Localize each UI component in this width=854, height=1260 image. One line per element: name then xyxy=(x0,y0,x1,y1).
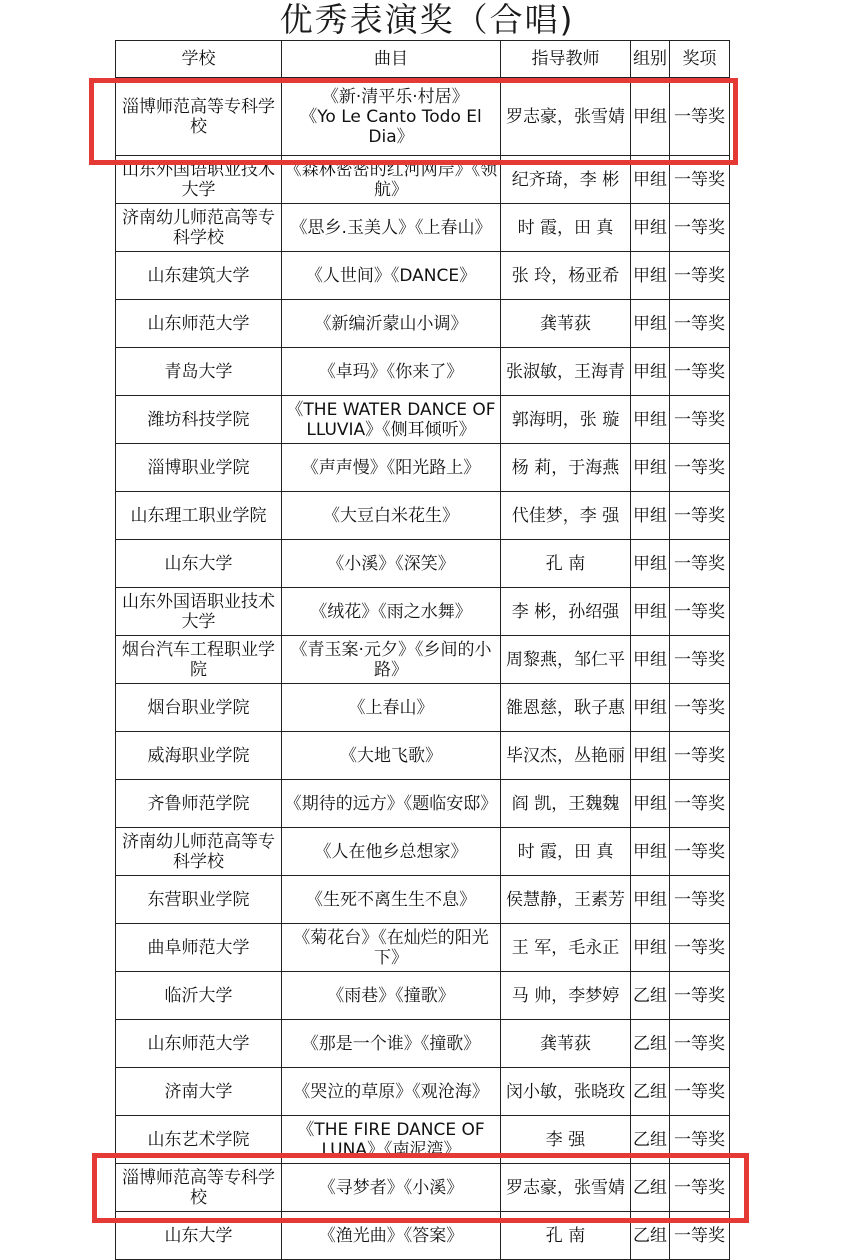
school-cell: 山东大学 xyxy=(116,1212,282,1260)
header-teacher: 指导教师 xyxy=(501,41,631,78)
song-cell: 《渔光曲》《答案》 xyxy=(282,1212,501,1260)
group-cell: 甲组 xyxy=(631,300,670,348)
song-cell: 《THE FIRE DANCE OF LUNA》《南泥湾》 xyxy=(282,1116,501,1164)
teacher-cell: 龚苇荻 xyxy=(501,1020,631,1068)
song-cell: 《大豆白米花生》 xyxy=(282,492,501,540)
school-cell: 山东艺术学院 xyxy=(116,1116,282,1164)
table-row xyxy=(116,252,730,300)
table-row xyxy=(116,732,730,780)
song-cell: 《哭泣的草原》《观沧海》 xyxy=(282,1068,501,1116)
table-row xyxy=(116,1116,730,1164)
group-cell: 甲组 xyxy=(631,924,670,972)
table-row xyxy=(116,1164,730,1212)
school-cell: 曲阜师范大学 xyxy=(116,924,282,972)
award-cell: 一等奖 xyxy=(670,396,730,444)
teacher-cell: 李 强 xyxy=(501,1116,631,1164)
group-cell: 甲组 xyxy=(631,876,670,924)
teacher-cell: 王 军，毛永正 xyxy=(501,924,631,972)
song-cell: 《思乡.玉美人》《上春山》 xyxy=(282,204,501,252)
group-cell: 甲组 xyxy=(631,828,670,876)
school-cell: 山东外国语职业技术大学 xyxy=(116,588,282,636)
header-song: 曲目 xyxy=(282,41,501,78)
table-row xyxy=(116,396,730,444)
group-cell: 甲组 xyxy=(631,348,670,396)
teacher-cell: 罗志豪，张雪婧 xyxy=(501,1164,631,1212)
song-cell: 《小溪》《深笑》 xyxy=(282,540,501,588)
school-cell: 山东理工职业学院 xyxy=(116,492,282,540)
song-cell: 《THE WATER DANCE OF LLUVIA》《侧耳倾听》 xyxy=(282,396,501,444)
teacher-cell: 郭海明，张 璇 xyxy=(501,396,631,444)
page-title: 优秀表演奖（合唱) xyxy=(279,0,575,39)
song-cell: 《人在他乡总想家》 xyxy=(282,828,501,876)
award-cell: 一等奖 xyxy=(670,204,730,252)
teacher-cell: 毕汉杰，丛艳丽 xyxy=(501,732,631,780)
header-school: 学校 xyxy=(116,41,282,78)
group-cell: 乙组 xyxy=(631,1116,670,1164)
group-cell: 乙组 xyxy=(631,1212,670,1260)
song-cell: 《期待的远方》《题临安邸》 xyxy=(282,780,501,828)
school-cell: 山东外国语职业技术大学 xyxy=(116,156,282,204)
group-cell: 甲组 xyxy=(631,396,670,444)
group-cell: 乙组 xyxy=(631,1164,670,1212)
teacher-cell: 代佳梦，李 强 xyxy=(501,492,631,540)
table-row xyxy=(116,780,730,828)
table-row xyxy=(116,1212,730,1260)
group-cell: 乙组 xyxy=(631,1020,670,1068)
award-cell: 一等奖 xyxy=(670,540,730,588)
group-cell: 甲组 xyxy=(631,684,670,732)
teacher-cell: 雒恩慈，耿子惠 xyxy=(501,684,631,732)
table-row xyxy=(116,348,730,396)
group-cell: 甲组 xyxy=(631,444,670,492)
table-row xyxy=(116,588,730,636)
song-cell: 《新·清平乐·村居》 《Yo Le Canto Todo El Dia》 xyxy=(282,78,501,156)
award-cell: 一等奖 xyxy=(670,348,730,396)
table-row xyxy=(116,204,730,252)
song-cell: 《寻梦者》《小溪》 xyxy=(282,1164,501,1212)
table-row xyxy=(116,684,730,732)
group-cell: 甲组 xyxy=(631,732,670,780)
song-cell: 《大地飞歌》 xyxy=(282,732,501,780)
award-cell: 一等奖 xyxy=(670,300,730,348)
teacher-cell: 张 玲，杨亚希 xyxy=(501,252,631,300)
school-cell: 烟台职业学院 xyxy=(116,684,282,732)
school-cell: 山东师范大学 xyxy=(116,1020,282,1068)
award-cell: 一等奖 xyxy=(670,588,730,636)
header-award: 奖项 xyxy=(670,41,730,78)
table-row xyxy=(116,78,730,156)
table-row xyxy=(116,444,730,492)
table-row xyxy=(116,540,730,588)
award-cell: 一等奖 xyxy=(670,876,730,924)
song-cell: 《人世间》《DANCE》 xyxy=(282,252,501,300)
teacher-cell: 张淑敏，王海青 xyxy=(501,348,631,396)
award-cell: 一等奖 xyxy=(670,492,730,540)
group-cell: 甲组 xyxy=(631,780,670,828)
group-cell: 甲组 xyxy=(631,156,670,204)
school-cell: 烟台汽车工程职业学院 xyxy=(116,636,282,684)
award-cell: 一等奖 xyxy=(670,1116,730,1164)
song-cell: 《菊花台》《在灿烂的阳光下》 xyxy=(282,924,501,972)
award-cell: 一等奖 xyxy=(670,1020,730,1068)
award-cell: 一等奖 xyxy=(670,636,730,684)
song-cell: 《雨巷》《撞歌》 xyxy=(282,972,501,1020)
group-cell: 甲组 xyxy=(631,492,670,540)
header-group: 组别 xyxy=(631,41,670,78)
school-cell: 山东大学 xyxy=(116,540,282,588)
awards-table xyxy=(115,40,730,1260)
teacher-cell: 纪齐琦，李 彬 xyxy=(501,156,631,204)
award-cell: 一等奖 xyxy=(670,156,730,204)
school-cell: 淄博职业学院 xyxy=(116,444,282,492)
school-cell: 威海职业学院 xyxy=(116,732,282,780)
teacher-cell: 周黎燕，邹仁平 xyxy=(501,636,631,684)
table-row xyxy=(116,636,730,684)
teacher-cell: 龚苇荻 xyxy=(501,300,631,348)
award-cell: 一等奖 xyxy=(670,78,730,156)
school-cell: 潍坊科技学院 xyxy=(116,396,282,444)
school-cell: 济南大学 xyxy=(116,1068,282,1116)
group-cell: 乙组 xyxy=(631,972,670,1020)
award-cell: 一等奖 xyxy=(670,828,730,876)
table-row xyxy=(116,1068,730,1116)
table-row xyxy=(116,828,730,876)
group-cell: 甲组 xyxy=(631,540,670,588)
teacher-cell: 孔 南 xyxy=(501,540,631,588)
group-cell: 甲组 xyxy=(631,636,670,684)
school-cell: 山东师范大学 xyxy=(116,300,282,348)
table-header-row xyxy=(116,41,730,78)
song-cell: 《森林密密的红河网岸》《领航》 xyxy=(282,156,501,204)
song-cell: 《上春山》 xyxy=(282,684,501,732)
song-cell: 《绒花》《雨之水舞》 xyxy=(282,588,501,636)
table-row xyxy=(116,300,730,348)
school-cell: 东营职业学院 xyxy=(116,876,282,924)
award-cell: 一等奖 xyxy=(670,780,730,828)
song-cell: 《生死不离生生不息》 xyxy=(282,876,501,924)
award-cell: 一等奖 xyxy=(670,972,730,1020)
award-cell: 一等奖 xyxy=(670,684,730,732)
group-cell: 甲组 xyxy=(631,588,670,636)
award-cell: 一等奖 xyxy=(670,732,730,780)
table-row xyxy=(116,492,730,540)
song-cell: 《声声慢》《阳光路上》 xyxy=(282,444,501,492)
school-cell: 齐鲁师范学院 xyxy=(116,780,282,828)
school-cell: 山东建筑大学 xyxy=(116,252,282,300)
teacher-cell: 时 霞，田 真 xyxy=(501,828,631,876)
teacher-cell: 杨 莉，于海燕 xyxy=(501,444,631,492)
table-row xyxy=(116,972,730,1020)
award-cell: 一等奖 xyxy=(670,1212,730,1260)
teacher-cell: 侯慧静，王素芳 xyxy=(501,876,631,924)
award-cell: 一等奖 xyxy=(670,252,730,300)
table-row xyxy=(116,1020,730,1068)
teacher-cell: 阎 凯，王魏魏 xyxy=(501,780,631,828)
song-cell: 《新编沂蒙山小调》 xyxy=(282,300,501,348)
group-cell: 甲组 xyxy=(631,252,670,300)
group-cell: 甲组 xyxy=(631,78,670,156)
teacher-cell: 罗志豪，张雪婧 xyxy=(501,78,631,156)
school-cell: 淄博师范高等专科学校 xyxy=(116,78,282,156)
group-cell: 乙组 xyxy=(631,1068,670,1116)
teacher-cell: 时 霞，田 真 xyxy=(501,204,631,252)
award-cell: 一等奖 xyxy=(670,924,730,972)
group-cell: 甲组 xyxy=(631,204,670,252)
award-cell: 一等奖 xyxy=(670,1068,730,1116)
teacher-cell: 李 彬，孙绍强 xyxy=(501,588,631,636)
song-cell: 《卓玛》《你来了》 xyxy=(282,348,501,396)
song-cell: 《那是一个谁》《撞歌》 xyxy=(282,1020,501,1068)
teacher-cell: 闵小敏，张晓玫 xyxy=(501,1068,631,1116)
school-cell: 济南幼儿师范高等专科学校 xyxy=(116,828,282,876)
award-cell: 一等奖 xyxy=(670,1164,730,1212)
song-cell: 《青玉案·元夕》《乡间的小路》 xyxy=(282,636,501,684)
school-cell: 济南幼儿师范高等专科学校 xyxy=(116,204,282,252)
school-cell: 临沂大学 xyxy=(116,972,282,1020)
teacher-cell: 马 帅，李梦婷 xyxy=(501,972,631,1020)
teacher-cell: 孔 南 xyxy=(501,1212,631,1260)
table-row xyxy=(116,156,730,204)
award-cell: 一等奖 xyxy=(670,444,730,492)
table-row xyxy=(116,924,730,972)
school-cell: 淄博师范高等专科学校 xyxy=(116,1164,282,1212)
table-row xyxy=(116,876,730,924)
school-cell: 青岛大学 xyxy=(116,348,282,396)
